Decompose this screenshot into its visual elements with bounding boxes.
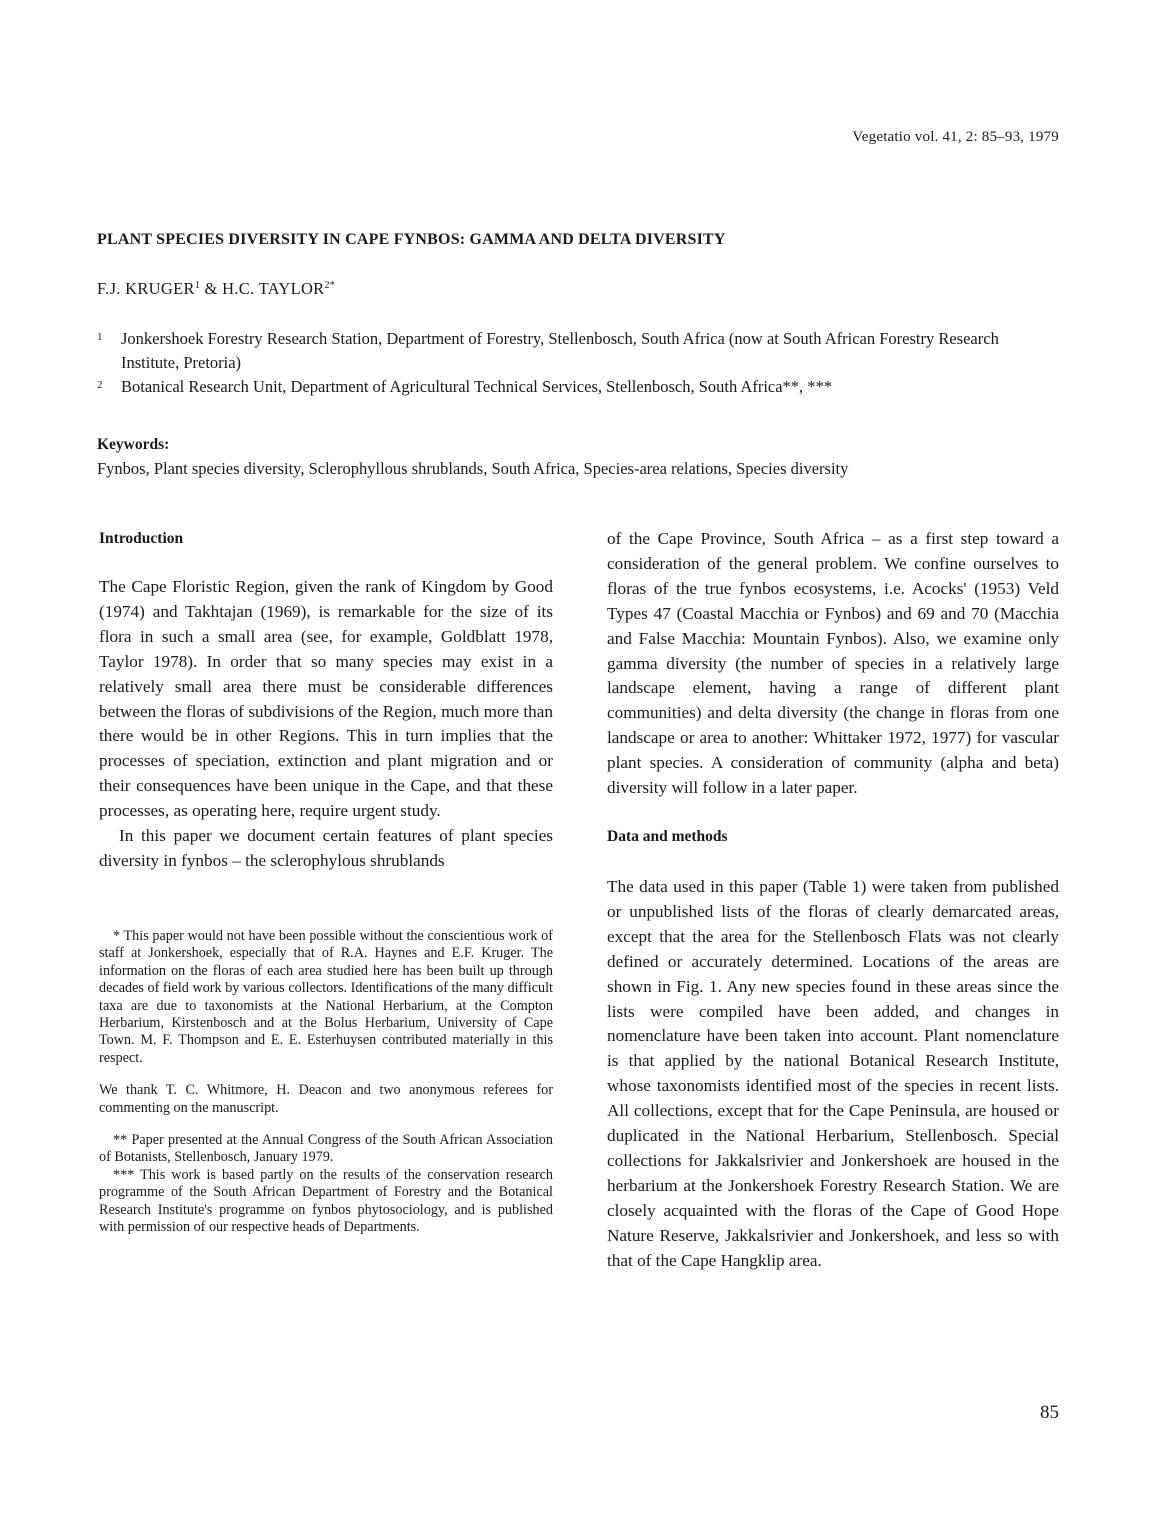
- keywords-heading: Keywords:: [97, 436, 170, 453]
- author-separator: &: [200, 279, 223, 298]
- author-2: H.C. TAYLOR: [222, 279, 325, 298]
- journal-reference: Vegetatio vol. 41, 2: 85–93, 1979: [852, 129, 1059, 145]
- footnote-thanks: We thank T. C. Whitmore, H. Deacon and two anonymous referees for commenting on the manuscript.: [99, 1082, 553, 1116]
- data-methods-paragraph-1: The data used in this paper (Table 1) were taken from published or unpublished lists of the floras of clearly demarcated areas, except that the area for the Stellenbosch Flats was not clearly defined or accurately determined. Locations of the areas are shown in Fig. 1. Any new species found in these areas since the lists were compiled have been added, and changes in nomenclature have been taken into account. Plant nomenclature is that applied by the national Botanical Research Institute, whose taxonomists identified most of the species in recent lists. All collections, except that for the Cape Peninsula, are housed or duplicated in the National Herbarium, Stellenbosch. Special collections for Jakkalsrivier and Jonkershoek are housed in the herbarium at the Jonkershoek Forestry Research Station. We are closely acquainted with the floras of the Cape of Good Hope Nature Reserve, Jakkalsrivier and Jonkershoek, and less so with that of the Cape Hangklip area.: [607, 876, 1059, 1270]
- data-methods-heading: Data and methods: [607, 827, 728, 845]
- left-column: [99, 527, 553, 1236]
- footnote-acknowledgement: * This paper would not have been possible without the conscientious work of staff at Jonkershoek, especially that of R.A. Haynes and E.F. Kruger. The information on the floras of each area studied here has been built up through decades of field work by various collectors. Identifications of the many difficult taxa are due to taxonomists at the National Herbarium, at the Compton Herbarium, Kirstenbosch and at the Bolus Herbarium, University of Cape Town. M. F. Thompson and E. E. Esterhuysen contributed materially in this respect.: [99, 927, 553, 1066]
- introduction-paragraph-2: In this paper we document certain features of plant species diversity in fynbos – the sclerophylous shrublands: [99, 826, 553, 870]
- footnote-programme: *** This work is based partly on the results of the conservation research programme of the South African Department of Forestry and the Botanical Research Institute's programme on fynbos phytosociology, and is published with permission of our respective heads of Departments.: [99, 1166, 553, 1235]
- author-2-affil-mark: 2*: [324, 280, 336, 291]
- right-column: [607, 527, 1059, 1273]
- affiliation-1-text: Jonkershoek Forestry Research Station, Department of Forestry, Stellenbosch, South Africa (now at South African Forestry Research Institute, Pretoria): [121, 329, 999, 372]
- keywords-text: Fynbos, Plant species diversity, Sclerophyllous shrublands, South Africa, Species-area relations, Species diversity: [97, 459, 849, 478]
- affiliation-2: [97, 375, 1059, 399]
- introduction-paragraph-3: of the Cape Province, South Africa – as a first step toward a consideration of the general problem. We confine ourselves to floras of the true fynbos ecosystems, i.e. Acocks' (1953) Veld Types 47 (Coastal Macchia or Fynbos) and 69 and 70 (Macchia and False Macchia: Mountain Fynbos). Also, we examine only gamma diversity (the number of species in a relatively large landscape element, having a range of different plant communities) and delta diversity (the change in floras from one landscape or area to another: Whittaker 1972, 1977) for vascular plant species. A consideration of community (alpha and beta) diversity will follow in a later paper.: [607, 529, 1059, 798]
- affiliation-2-number: 2: [97, 379, 103, 391]
- author-1-affil-mark: 1: [194, 280, 201, 291]
- author-1: F.J. KRUGER: [97, 279, 195, 298]
- keywords-block: [97, 433, 1059, 481]
- affiliations: [97, 327, 1059, 399]
- affiliation-1-number: 1: [97, 331, 103, 343]
- footnotes: [99, 928, 553, 1237]
- introduction-heading: Introduction: [99, 530, 184, 547]
- affiliation-2-text: Botanical Research Unit, Department of Agricultural Technical Services, Stellenbosch, South Africa**, ***: [121, 377, 833, 396]
- page-number: 85: [1040, 1402, 1059, 1423]
- affiliation-1: [97, 327, 1059, 375]
- footnote-congress: ** Paper presented at the Annual Congress of the South African Association of Botanists, Stellenbosch, January 1979.: [99, 1131, 553, 1166]
- paper-title: PLANT SPECIES DIVERSITY IN CAPE FYNBOS: GAMMA AND DELTA DIVERSITY: [97, 231, 726, 248]
- author-line: [97, 279, 335, 299]
- introduction-paragraph-1: The Cape Floristic Region, given the rank of Kingdom by Good (1974) and Takhtajan (1969), is remarkable for the size of its flora in such a small area (see, for example, Goldblatt 1978, Taylor 1978). In order that so many species may exist in a relatively small area there must be considerable differences between the floras of subdivisions of the Region, much more than there would be in other Regions. This in turn implies that the processes of speciation, extinction and plant migration and or their consequences have been unique in the Cape, and that these processes, as operating here, require urgent study.: [99, 577, 553, 821]
